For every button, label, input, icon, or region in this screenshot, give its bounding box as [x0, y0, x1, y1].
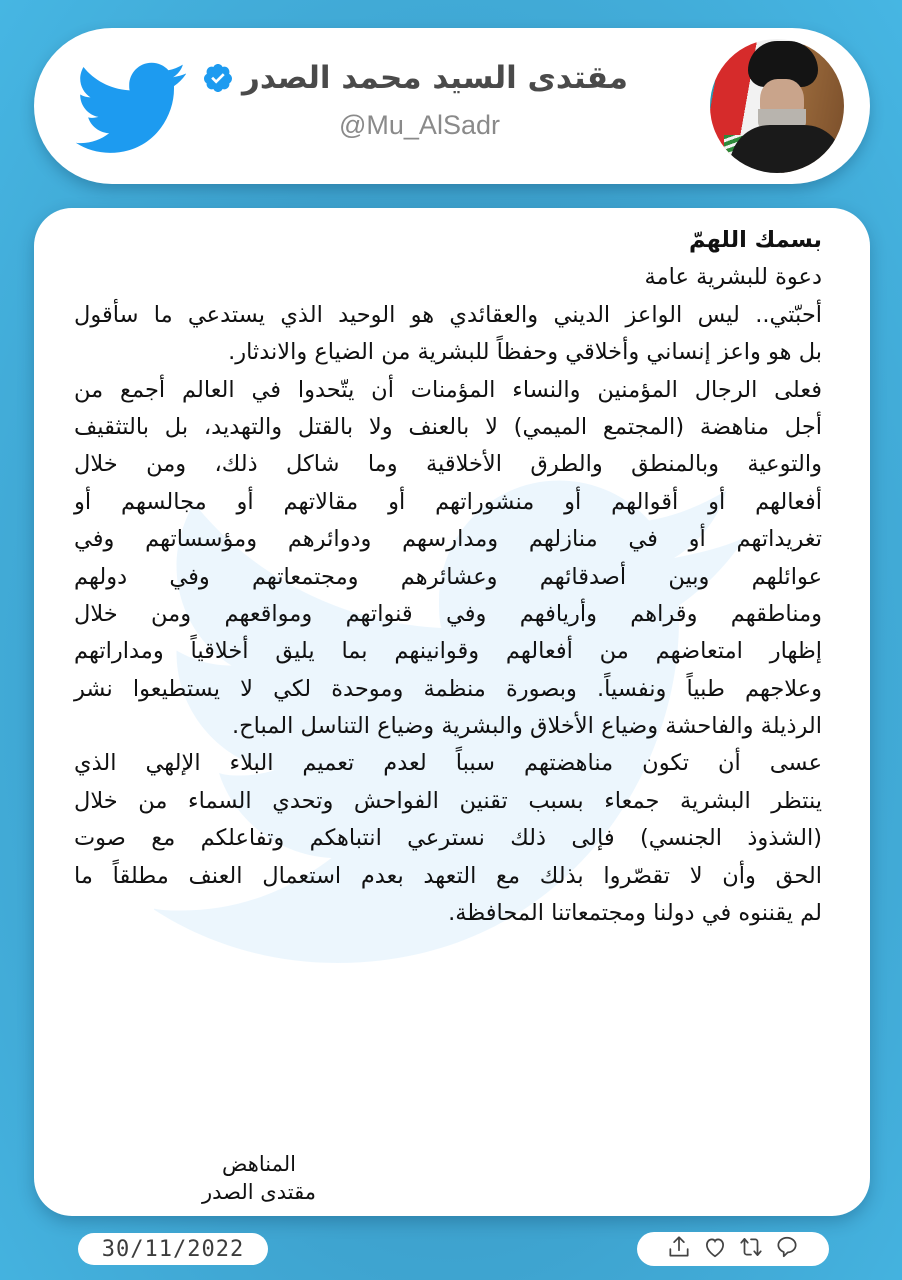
retweet-button[interactable]: [738, 1234, 764, 1264]
tweet-text: [74, 222, 822, 932]
tweet-line: وعلاجهم طبياً ونفسياً. وبصورة منظمة وموحدة لكي لا يستطيعوا نشر: [74, 675, 822, 702]
retweet-icon: [738, 1234, 764, 1260]
heart-icon: [702, 1234, 728, 1260]
like-button[interactable]: [702, 1234, 728, 1264]
reply-button[interactable]: [774, 1234, 800, 1264]
tweet-line: فعلى الرجال المؤمنين والنساء المؤمنات أن يتّحدوا في العالم أجمع من: [74, 376, 822, 403]
verified-badge-icon: [202, 62, 234, 94]
tweet-line: ينتظر البشرية جمعاء بسبب تقنين الفواحش وتحدي السماء من خلال: [74, 787, 822, 814]
share-icon: [666, 1234, 692, 1260]
tweet-line: أحبّتي.. ليس الواعز الديني والعقائدي هو الوحيد الذي يستدعي ما سأقول: [74, 301, 822, 328]
display-name-row: [202, 60, 628, 96]
tweet-line: الحق وأن لا تقصّروا بذلك مع التعهد بعدم استعمال العنف مطلقاً ما: [74, 862, 822, 889]
tweet-line-greeting: بسمك اللهمّ: [688, 227, 822, 253]
signature-title: المناهض: [222, 1152, 296, 1176]
tweet-line: عوائلهم وبين أصدقائهم وعشائرهم ومجتمعاتهم وفي دولهم: [74, 563, 822, 590]
signature-name: مقتدى الصدر: [202, 1180, 316, 1204]
share-button[interactable]: [666, 1234, 692, 1264]
tweet-line: الرذيلة والفاحشة وضياع الأخلاق والبشرية وضياع التناسل المباح.: [231, 713, 822, 740]
tweet-line: (الشذوذ الجنسي) فإلى ذلك نسترعي انتباهكم وتفاعلكم مع صوت: [74, 825, 822, 852]
avatar-detail: [730, 125, 844, 173]
tweet-line: إظهار امتعاضهم من أفعالهم وقوانينهم بما يليق أخلاقياً ومداراتهم: [74, 638, 822, 665]
tweet-line: بل هو واعز إنساني وأخلاقي وحفظاً للبشرية من الضياع والاندثار.: [228, 339, 822, 366]
tweet-line: تغريداتهم أو في منازلهم ومدارسهم ودوائرهم ومؤسساتهم وفي: [74, 526, 822, 553]
display-name[interactable]: مقتدى السيد محمد الصدر: [241, 60, 628, 96]
twitter-bird-icon: [76, 62, 188, 156]
tweet-line: أجل مناهضة (المجتمع الميمي) لا بالعنف ولا بالقتل والتهديد، بل بالتثقيف: [74, 413, 822, 440]
tweet-line: لم يقننوه في دولنا ومجتمعاتنا المحافظة.: [448, 900, 822, 927]
tweet-line: عسى أن تكون مناهضتهم سبباً لعدم تعميم البلاء الإلهي الذي: [74, 750, 822, 777]
tweet-date: 30/11/2022: [78, 1233, 268, 1265]
tweet-actions: [637, 1232, 829, 1266]
profile-header-card: [34, 28, 870, 184]
tweet-line-title: دعوة للبشرية عامة: [644, 264, 822, 291]
user-handle[interactable]: @Mu_AlSadr: [339, 110, 500, 140]
avatar[interactable]: [710, 39, 844, 173]
tweet-line: والتوعية وبالمنطق والطرق الأخلاقية وما شاكل ذلك، ومن خلال: [74, 451, 822, 478]
tweet-body-card: [34, 208, 870, 1216]
signature: [184, 1150, 334, 1206]
tweet-line: أفعالهم أو أقوالهم أو منشوراتهم أو مقالاتهم أو مجالسهم أو: [74, 488, 822, 515]
tweet-line: ومناطقهم وقراهم وأريافهم وفي قنواتهم ومواقعهم ومن خلال: [74, 600, 822, 627]
reply-icon: [774, 1234, 800, 1260]
